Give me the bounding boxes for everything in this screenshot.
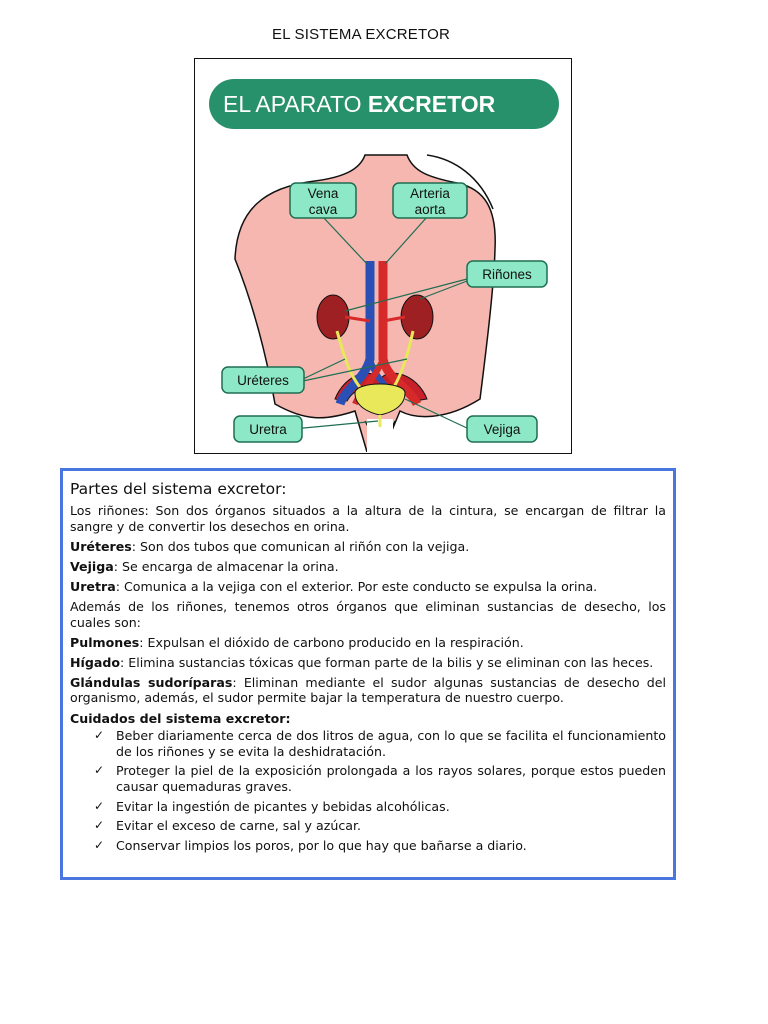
svg-text:Riñones: Riñones (482, 267, 532, 282)
uretra-paragraph: Uretra: Comunica a la vejiga con el exterior. Por este conducto se expulsa la orina. (70, 578, 598, 594)
excretory-system-figure (194, 58, 572, 454)
document-title: EL SISTEMA EXCRETOR (271, 26, 450, 43)
info-box (60, 468, 676, 880)
cuidados-list (70, 728, 666, 853)
otros-organos-paragraph: Además de los riñones, tenemos otros órganos que eliminan sustancias de desecho, los cuales son: (70, 598, 666, 630)
vejiga-paragraph: Vejiga: Se encarga de almacenar la orina. (70, 558, 339, 574)
cuidados-heading: Cuidados del sistema excretor: (70, 710, 291, 726)
right-kidney (401, 295, 433, 339)
higado-paragraph: Hígado: Elimina sustancias tóxicas que forman parte de la bilis y se eliminan con las heces. (70, 654, 654, 670)
left-kidney (317, 295, 349, 339)
svg-text:Vena: Vena (307, 186, 339, 201)
label-vejiga (467, 416, 537, 442)
checkmark-icon: ✓ (94, 818, 105, 833)
svg-text:Arteria: Arteria (410, 186, 450, 201)
pulmones-paragraph: Pulmones: Expulsan el dióxido de carbono producido en la respiración. (70, 634, 524, 650)
glandulas-paragraph: Glándulas sudoríparas: Eliminan mediante el sudor algunas sustancias de desecho del organismo, además, el sudor permite bajar la temperatura de nuestro cuerpo. (70, 674, 666, 706)
anatomy-illustration (195, 59, 570, 452)
list-item: ✓ Evitar el exceso de carne, sal y azúcar. (94, 818, 361, 834)
label-arteria-aorta (393, 183, 467, 218)
label-rinones (467, 261, 547, 287)
checkmark-icon: ✓ (94, 798, 105, 813)
list-item: ✓ Evitar la ingestión de picantes y bebidas alcohólicas. (94, 798, 450, 814)
svg-text:Vejiga: Vejiga (483, 422, 521, 437)
svg-text:cava: cava (308, 202, 338, 217)
checkmark-icon: ✓ (94, 837, 105, 852)
checkmark-icon: ✓ (94, 728, 105, 743)
ureteres-paragraph: Uréteres: Son dos tubos que comunican al riñón con la vejiga. (70, 538, 470, 554)
svg-text:Uréteres: Uréteres (237, 373, 289, 388)
info-heading: Partes del sistema excretor: (70, 480, 287, 498)
label-uretra (234, 416, 302, 442)
list-item: ✓ Proteger la piel de la exposición prolongada a los rayos solares, porque estos pueden causar quemaduras graves. (94, 763, 666, 794)
label-vena-cava (290, 183, 356, 218)
banner-title: EL APARATO EXCRETOR (223, 91, 496, 117)
list-item: ✓ Beber diariamente cerca de dos litros de agua, con lo que se facilita el funcionamiento de los riñones y se evita la deshidratación. (94, 728, 666, 759)
svg-text:aorta: aorta (414, 202, 446, 217)
list-item: ✓ Conservar limpios los poros, por lo que hay que bañarse a diario. (94, 837, 527, 853)
checkmark-icon: ✓ (94, 763, 105, 778)
label-ureteres (222, 367, 304, 393)
svg-text:Uretra: Uretra (249, 422, 287, 437)
rinones-paragraph: Los riñones: Son dos órganos situados a la altura de la cintura, se encargan de filtrar la sangre y de convertir los desechos en orina. (70, 503, 666, 534)
